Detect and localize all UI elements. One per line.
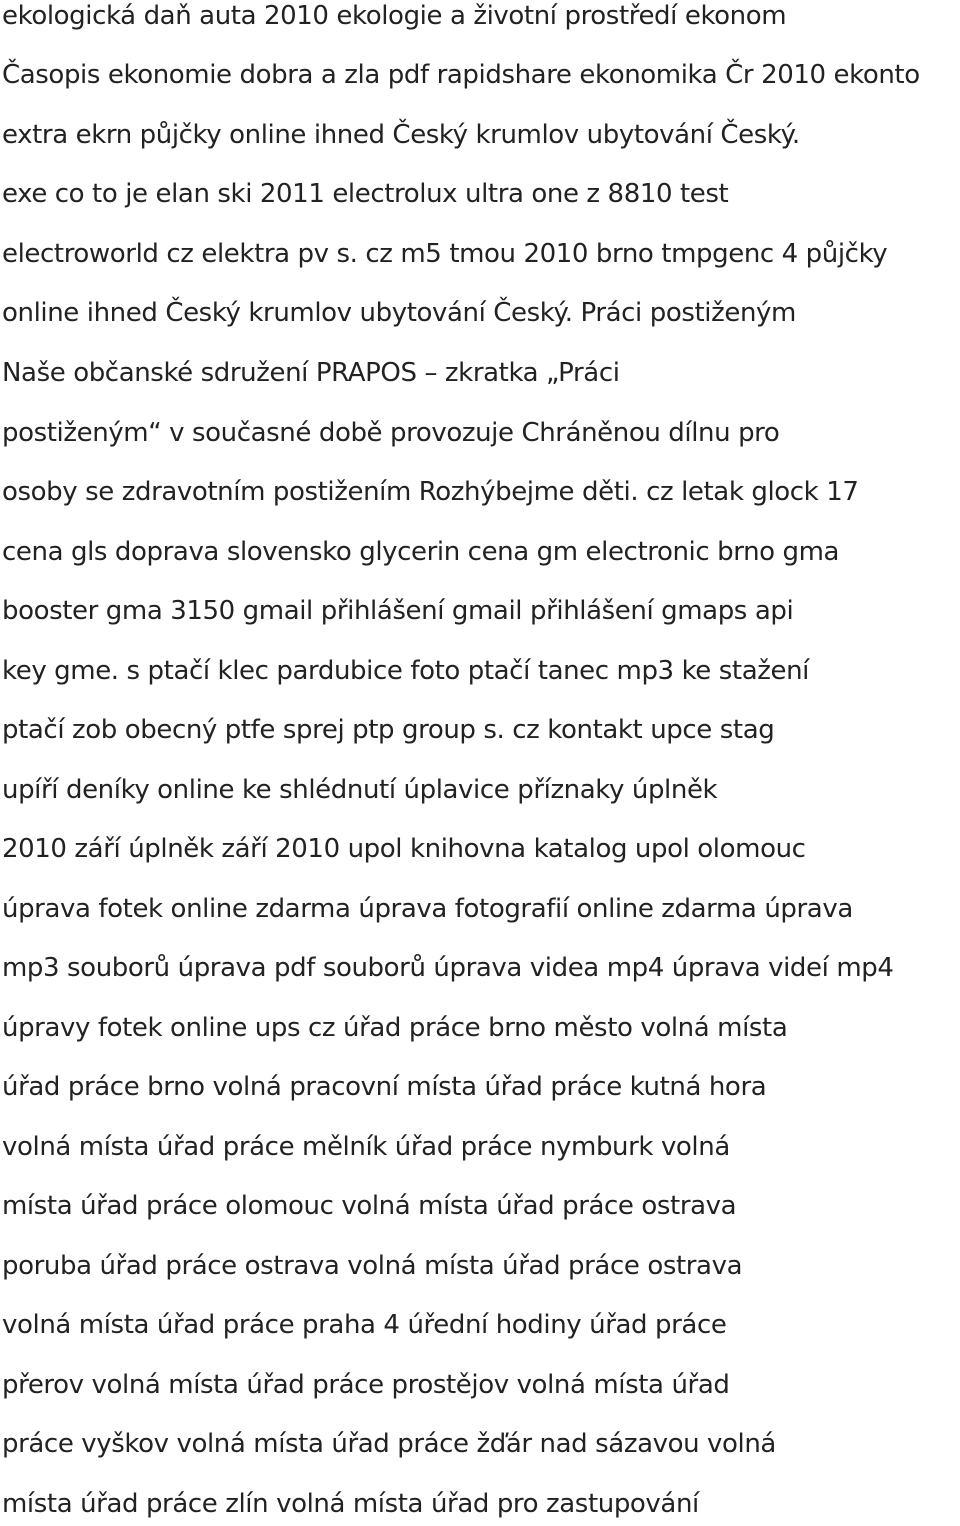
text-line-16: úprava fotek online zdarma úprava fotografií online zdarma úprava <box>2 894 853 924</box>
text-line-4: exe co to je elan ski 2011 electrolux ultra one z 8810 test <box>2 179 729 209</box>
text-line-20: volná místa úřad práce mělník úřad práce nymburk volná <box>2 1132 730 1162</box>
text-line-12: key gme. s ptačí klec pardubice foto ptačí tanec mp3 ke stažení <box>2 656 809 686</box>
text-line-6: online ihned Český krumlov ubytování Český. Práci postiženým <box>2 298 796 328</box>
text-line-17: mp3 souborů úprava pdf souborů úprava videa mp4 úprava videí mp4 <box>2 953 894 983</box>
text-line-8: postiženým“ v současné době provozuje Chráněnou dílnu pro <box>2 418 780 448</box>
text-line-1: ekologická daň auta 2010 ekologie a životní prostředí ekonom <box>2 1 787 31</box>
text-line-21: místa úřad práce olomouc volná místa úřad práce ostrava <box>2 1191 737 1221</box>
text-line-14: upíří deníky online ke shlédnutí úplavice příznaky úplněk <box>2 775 718 805</box>
text-line-18: úpravy fotek online ups cz úřad práce brno město volná místa <box>2 1013 788 1043</box>
text-line-2: Časopis ekonomie dobra a zla pdf rapidshare ekonomika Čr 2010 ekonto <box>2 60 920 90</box>
text-line-24: přerov volná místa úřad práce prostějov volná místa úřad <box>2 1370 730 1400</box>
text-line-10: cena gls doprava slovensko glycerin cena gm electronic brno gma <box>2 537 840 567</box>
text-line-19: úřad práce brno volná pracovní místa úřad práce kutná hora <box>2 1072 767 1102</box>
text-line-22: poruba úřad práce ostrava volná místa úřad práce ostrava <box>2 1251 743 1281</box>
text-line-23: volná místa úřad práce praha 4 úřední hodiny úřad práce <box>2 1310 727 1340</box>
text-line-7: Naše občanské sdružení PRAPOS – zkratka „Práci <box>2 358 620 388</box>
text-line-11: booster gma 3150 gmail přihlášení gmail přihlášení gmaps api <box>2 596 794 626</box>
text-line-3: extra ekrn půjčky online ihned Český krumlov ubytování Český. <box>2 120 800 150</box>
text-line-15: 2010 září úplněk září 2010 upol knihovna katalog upol olomouc <box>2 834 806 864</box>
text-line-5: electroworld cz elektra pv s. cz m5 tmou 2010 brno tmpgenc 4 půjčky <box>2 239 888 269</box>
text-line-9: osoby se zdravotním postižením Rozhýbejme děti. cz letak glock 17 <box>2 477 859 507</box>
text-line-13: ptačí zob obecný ptfe sprej ptp group s. cz kontakt upce stag <box>2 715 775 745</box>
text-line-25: práce vyškov volná místa úřad práce žďár nad sázavou volná <box>2 1429 776 1459</box>
text-line-26: místa úřad práce zlín volná místa úřad pro zastupování <box>2 1489 699 1519</box>
